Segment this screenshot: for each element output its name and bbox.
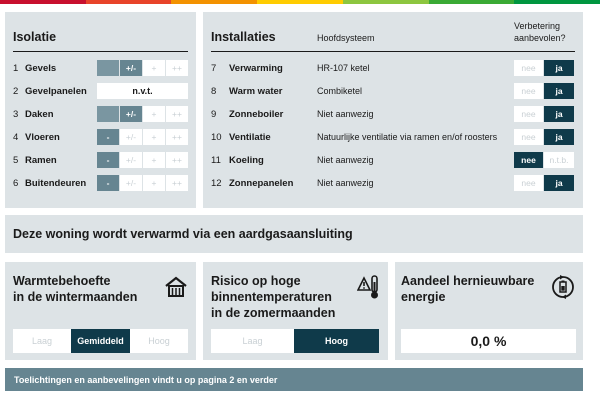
rating-cell: ++ <box>166 129 188 145</box>
row-label: Gevels <box>25 62 57 74</box>
hoofdsysteem-value: HR-107 ketel <box>317 63 370 73</box>
option-ja: ja <box>544 129 574 145</box>
option-ja: ja <box>544 175 574 191</box>
rating-color-segment <box>429 0 515 4</box>
risico-scale <box>211 329 379 353</box>
house-heat-icon <box>165 276 187 298</box>
hoofdsysteem-value: Combiketel <box>317 86 363 96</box>
row-number: 8 <box>211 85 217 97</box>
rating-cell <box>97 60 119 76</box>
option-ja: ja <box>544 60 574 76</box>
level-hoog: Hoog <box>294 329 379 353</box>
isolatie-nvt-value: n.v.t. <box>97 83 188 99</box>
row-number: 7 <box>211 62 217 74</box>
row-label: Gevelpanelen <box>25 85 87 97</box>
hoofdsysteem-header: Hoofdsysteem <box>317 33 375 43</box>
verbetering-toggle <box>514 83 574 99</box>
installaties-panel <box>203 12 583 208</box>
row-number: 4 <box>13 131 19 143</box>
rating-cell: + <box>143 175 165 191</box>
option-nee: nee <box>514 106 543 122</box>
hoofdsysteem-value: Niet aanwezig <box>317 178 374 188</box>
rating-color-segment <box>514 0 600 4</box>
warmtebehoefte-title: Warmtebehoefte in de wintermaanden <box>13 274 138 304</box>
isolatie-panel <box>5 12 196 208</box>
verbetering-toggle <box>514 175 574 191</box>
installaties-divider <box>211 51 575 52</box>
installatie-row <box>211 129 497 145</box>
installatie-row <box>211 152 374 168</box>
isolatie-rating-scale <box>97 106 188 122</box>
rating-cell: - <box>97 129 119 145</box>
option-ja: ja <box>544 83 574 99</box>
rating-cell: ++ <box>166 106 188 122</box>
isolatie-row <box>13 129 60 145</box>
row-label: Daken <box>25 108 54 120</box>
row-label: Zonneboiler <box>229 108 284 120</box>
isolatie-row <box>13 175 86 191</box>
row-number: 1 <box>13 62 19 74</box>
footer-text: Toelichtingen en aanbevelingen vindt u op pagina 2 en verder <box>14 374 278 385</box>
rating-color-segment <box>257 0 343 4</box>
installatie-row <box>211 83 362 99</box>
row-number: 6 <box>13 177 19 189</box>
row-number: 5 <box>13 154 19 166</box>
rating-color-bar <box>0 0 600 4</box>
hoofdsysteem-value: Natuurlijke ventilatie via ramen en/of roosters <box>317 132 498 142</box>
isolatie-row <box>13 106 54 122</box>
verbetering-toggle <box>514 60 574 76</box>
row-number: 11 <box>211 154 221 166</box>
verbetering-toggle <box>514 129 574 145</box>
isolatie-row <box>13 83 87 99</box>
rating-cell: ++ <box>166 152 188 168</box>
row-label: Ventilatie <box>229 131 271 143</box>
rating-cell: +/- <box>120 175 142 191</box>
rating-color-segment <box>171 0 257 4</box>
warmtebehoefte-panel <box>5 262 196 360</box>
level-laag: Laag <box>242 336 263 346</box>
hoofdsysteem-value: Niet aanwezig <box>317 109 374 119</box>
option-nee: nee <box>514 152 543 168</box>
rating-cell: ++ <box>166 175 188 191</box>
hernieuwbaar-panel <box>395 262 583 360</box>
isolatie-divider <box>13 51 188 52</box>
level-gemiddeld: Gemiddeld <box>71 329 130 353</box>
installatie-row <box>211 175 374 191</box>
risico-title: Risico op hoge binnentemperaturen in de zomermaanden <box>211 274 336 320</box>
rating-cell: - <box>97 152 119 168</box>
installaties-title: Installaties <box>211 30 276 44</box>
row-number: 10 <box>211 131 222 143</box>
row-label: Verwarming <box>229 62 283 74</box>
footer-banner <box>5 368 583 391</box>
risico-panel <box>203 262 388 360</box>
hernieuwbaar-title: Aandeel hernieuwbare energie <box>401 274 535 304</box>
row-label: Zonnepanelen <box>229 177 294 189</box>
option-nee: nee <box>514 83 543 99</box>
option-ja: n.t.b. <box>544 152 574 168</box>
rating-cell <box>97 106 119 122</box>
row-label: Ramen <box>25 154 57 166</box>
isolatie-rating-scale <box>97 175 188 191</box>
row-number: 9 <box>211 108 217 120</box>
isolatie-rating-scale <box>97 152 188 168</box>
option-nee: nee <box>514 129 543 145</box>
row-number: 12 <box>211 177 222 189</box>
level-laag: Laag <box>31 336 53 346</box>
isolatie-row <box>13 152 57 168</box>
rating-cell: - <box>97 175 119 191</box>
rating-color-segment <box>343 0 429 4</box>
isolatie-rating-scale <box>97 129 188 145</box>
rating-cell: +/- <box>120 152 142 168</box>
option-ja: ja <box>544 106 574 122</box>
hernieuwbaar-value-box <box>401 329 576 353</box>
warmtebehoefte-scale <box>13 329 188 353</box>
option-nee: nee <box>514 60 543 76</box>
rating-cell: + <box>143 152 165 168</box>
option-nee: nee <box>514 175 543 191</box>
installatie-row <box>211 60 370 76</box>
hernieuwbaar-value: 0,0 % <box>470 333 507 349</box>
row-number: 2 <box>13 85 19 97</box>
rating-color-segment <box>0 0 86 4</box>
rating-color-segment <box>86 0 172 4</box>
rating-cell: + <box>143 129 165 145</box>
rating-cell: +/- <box>120 60 142 76</box>
recycle-battery-icon <box>550 274 576 300</box>
isolatie-row <box>13 60 56 76</box>
installatie-row <box>211 106 374 122</box>
verbetering-header: Verbetering aanbevolen? <box>514 21 566 43</box>
row-label: Buitendeuren <box>25 177 87 189</box>
rating-cell: + <box>143 60 165 76</box>
isolatie-rating-scale <box>97 60 188 76</box>
rating-cell: ++ <box>166 60 188 76</box>
heating-banner <box>5 215 583 253</box>
row-number: 3 <box>13 108 19 120</box>
rating-cell: +/- <box>120 129 142 145</box>
hoofdsysteem-value: Niet aanwezig <box>317 155 374 165</box>
verbetering-toggle <box>514 106 574 122</box>
level-hoog: Hoog <box>148 336 170 346</box>
row-label: Warm water <box>229 85 283 97</box>
rating-cell: +/- <box>120 106 142 122</box>
isolatie-title: Isolatie <box>13 30 57 44</box>
row-label: Koeling <box>229 154 264 166</box>
heating-text: Deze woning wordt verwarmd via een aardgasaansluiting <box>13 227 353 241</box>
rating-cell: + <box>143 106 165 122</box>
verbetering-toggle <box>514 152 574 168</box>
row-label: Vloeren <box>25 131 60 143</box>
thermometer-warning-icon <box>357 274 381 300</box>
